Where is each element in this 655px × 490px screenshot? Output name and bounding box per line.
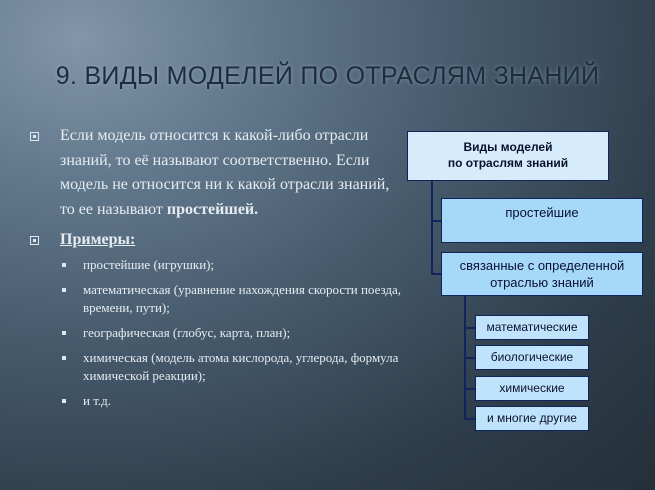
list-item: и т.д. <box>30 392 405 410</box>
connector-line <box>464 327 475 329</box>
bullet-square-icon <box>30 132 39 141</box>
intro-bold-term: простейшей. <box>166 200 259 218</box>
leaf-box-bio: биологические <box>475 345 589 370</box>
branch-simple-box: простейшие <box>441 198 643 243</box>
leaf-box-chem: химические <box>475 376 589 401</box>
list-item: химическая (модель атома кислорода, углерода, формула химической реакции); <box>30 349 405 385</box>
branch-domain-box <box>441 252 643 296</box>
connector-line <box>431 273 441 275</box>
root-line-2: по отраслям знаний <box>447 156 569 170</box>
list-item: математическая (уравнение нахождения скорости поезда, времени, пути); <box>30 281 405 317</box>
intro-text: Если модель относится к какой-либо отрасли знаний, то её называют соответственно. Если модель не относится ни к какой отрасли знаний, то ее называют <box>60 127 390 218</box>
branch-domain-line-1: связанные с определенной <box>459 258 625 273</box>
connector-line <box>464 357 475 359</box>
connector-line <box>431 181 433 275</box>
slide-content <box>30 124 405 417</box>
leaf-box-other: и многие другие <box>475 406 589 431</box>
root-line-1: Виды моделей <box>463 140 553 154</box>
list-item: географическая (глобус, карта, план); <box>30 324 405 342</box>
connector-line <box>464 388 475 390</box>
examples-block <box>30 228 405 253</box>
connector-line <box>464 418 475 420</box>
diagram-root-box <box>407 131 609 181</box>
examples-heading: Примеры: <box>60 231 136 248</box>
connector-line <box>431 220 441 222</box>
list-item: простейшие (игрушки); <box>30 256 405 274</box>
bullet-square-icon <box>30 236 39 245</box>
intro-paragraph <box>30 124 405 222</box>
examples-list <box>30 256 405 410</box>
leaf-box-math: математические <box>475 315 589 340</box>
branch-domain-line-2: отраслью знаний <box>490 275 594 290</box>
slide-title: 9. ВИДЫ МОДЕЛЕЙ ПО ОТРАСЛЯМ ЗНАНИЙ <box>55 62 600 90</box>
